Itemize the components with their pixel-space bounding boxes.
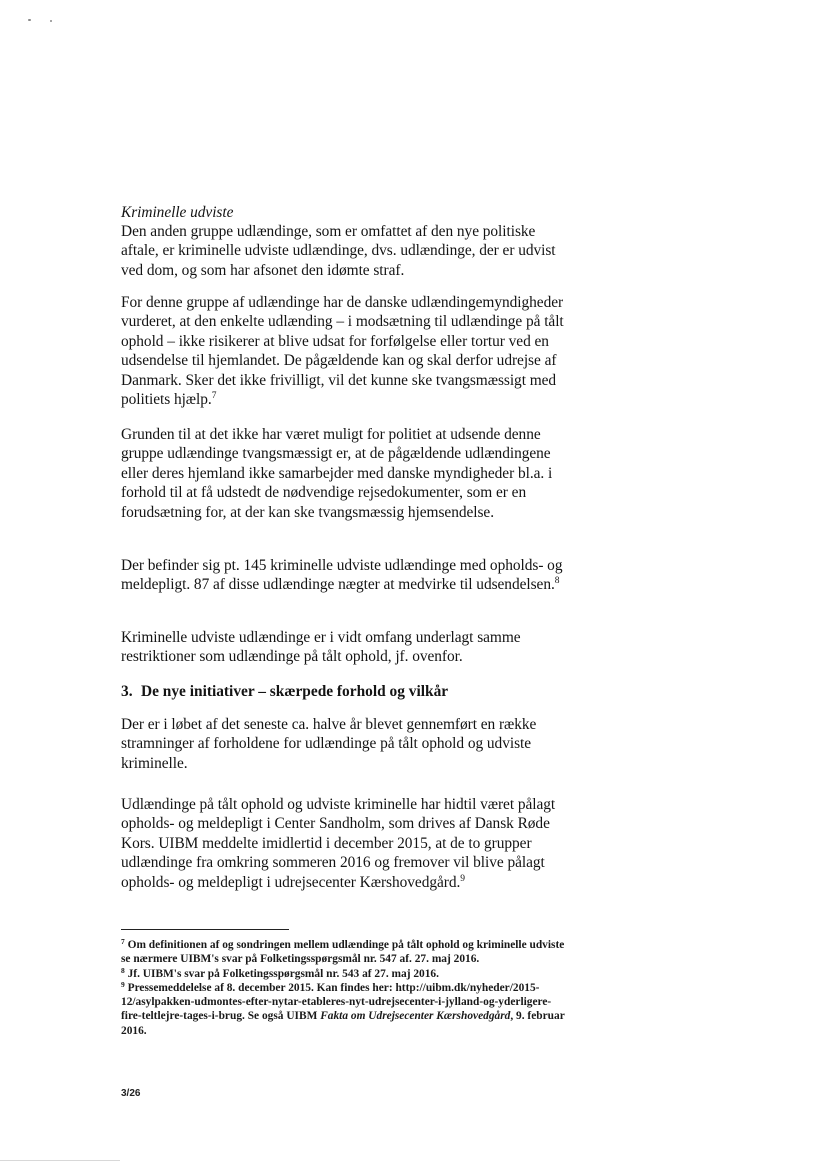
paragraph: For denne gruppe af udlændinge har de danske udlændingemyndigheder vurderet, at den enkelte udlænding – i modsætning til udlændinge på tålt ophold – ikke risikerer at blive udsat for forfølgelse eller tortur ved en udsendelse til hjemlandet. De pågældende kan og skal derfor udrejse af Danmark. Sker det ikke frivilligt, vil det kunne ske tvangsmæssigt med politiets hjælp.$^7$ bbox=[121, 294, 564, 409]
footnote-9: $^9$ Pressemeddelelse af 8. december 2015. Kan findes her: http://uibm.dk/nyheder/2015-12/asylpakken-udmontes-efter-nytar-etableres-nyt-udrejsecenter-i-jylland-og-yderligere-fire-teltlejre-tages-i-brug. Se også UIBM Fakta om Udrejsecenter Kærshovedgård, 9. februar 2016. bbox=[121, 979, 565, 1037]
footnote-ref[interactable]: 9 bbox=[460, 873, 465, 884]
section-title: De nye initiativer – skærpede forhold og vilkår bbox=[141, 683, 449, 700]
footnote-ref[interactable]: 8 bbox=[554, 576, 560, 587]
paragraph: Den anden gruppe udlændinge, som er omfattet af den nye politiske aftale, er kriminelle udviste udlændinge, dvs. udlændinge, der er udvist ved dom, og som har afsonet den idømte straf. bbox=[121, 223, 556, 279]
paragraph: Der befinder sig pt. 145 kriminelle udviste udlændinge med opholds- og meldepligt. 87 af disse udlændinge nægter at medvirke til udsendelsen.$^8$ bbox=[121, 557, 563, 594]
subheading: Kriminelle udviste bbox=[121, 204, 234, 221]
paragraph: Der er i løbet af det seneste ca. halve år blevet gennemført en række stramninger af forholdene for udlændinge på tålt ophold og udviste kriminelle. bbox=[121, 716, 537, 772]
footnote-ref[interactable]: 7 bbox=[211, 391, 217, 402]
scan-speck bbox=[28, 19, 31, 21]
scan-edge-line bbox=[0, 1160, 120, 1161]
section-heading bbox=[121, 682, 569, 701]
footnotes bbox=[121, 938, 569, 1038]
footnote-7: $^7$ Om definitionen af og sondringen mellem udlændinge på tålt ophold og kriminelle udviste se nærmere UIBM's svar på Folketingsspørgsmål nr. 547 af. 27. maj 2016. bbox=[121, 937, 565, 966]
page-number: 3/26 bbox=[121, 1088, 141, 1099]
section-number: 3. bbox=[121, 683, 133, 700]
footnote-separator bbox=[121, 929, 289, 930]
footnote-8: $^8$ Jf. UIBM's svar på Folketingsspørgsmål nr. 543 af 27. maj 2016. bbox=[121, 965, 439, 980]
paragraph: Kriminelle udviste udlændinge er i vidt omfang underlagt samme restriktioner som udlændinge på tålt ophold, jf. ovenfor. bbox=[121, 629, 521, 666]
paragraph: Grunden til at det ikke har været muligt for politiet at udsende denne gruppe udlændinge tvangsmæssigt er, at de pågældende udlændingene eller deres hjemland ikke samarbejder med danske myndigheder bl.a. i forhold til at få udstedt de nødvendige rejsedokumenter, som er en forudsætning for, at der kan ske tvangsmæssig hjemsendelse. bbox=[121, 426, 553, 521]
scan-speck bbox=[50, 20, 52, 22]
paragraph: Udlændinge på tålt ophold og udviste kriminelle har hidtil været pålagt opholds- og meldepligt i Center Sandholm, som drives af Dansk Røde Kors. UIBM meddelte imidlertid i december 2015, at de to grupper udlændinge fra omkring sommeren 2016 og fremover vil blive pålagt opholds- og meldepligt i udrejsecenter Kærshovedgård.$^9$ bbox=[121, 796, 556, 891]
